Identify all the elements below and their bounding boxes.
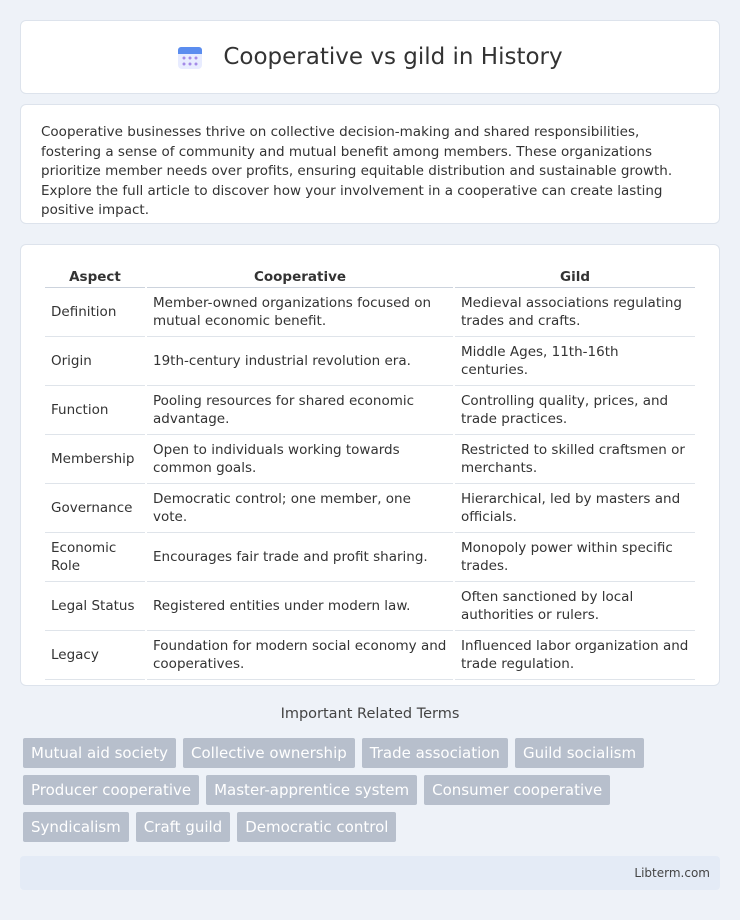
aspect-cell: Economic Role bbox=[45, 533, 145, 582]
comparison-table bbox=[43, 265, 697, 680]
table-row bbox=[45, 484, 695, 533]
table-row bbox=[45, 435, 695, 484]
aspect-cell: Governance bbox=[45, 484, 145, 533]
aspect-cell: Definition bbox=[45, 288, 145, 337]
table-header-row bbox=[45, 265, 695, 288]
table-row bbox=[45, 631, 695, 680]
table-row bbox=[45, 582, 695, 631]
cooperative-cell: Pooling resources for shared economic advantage. bbox=[147, 386, 453, 435]
aspect-cell: Function bbox=[45, 386, 145, 435]
page-title: Cooperative vs gild in History bbox=[223, 44, 563, 70]
related-term-tag[interactable]: Consumer cooperative bbox=[424, 775, 610, 805]
gild-cell: Monopoly power within specific trades. bbox=[455, 533, 695, 582]
related-term-tag[interactable]: Mutual aid society bbox=[23, 738, 176, 768]
cooperative-cell: Foundation for modern social economy and cooperatives. bbox=[147, 631, 453, 680]
related-term-tag[interactable]: Syndicalism bbox=[23, 812, 129, 842]
header-cooperative: Cooperative bbox=[147, 265, 453, 288]
related-term-tag[interactable]: Master-apprentice system bbox=[206, 775, 417, 805]
intro-card bbox=[20, 104, 720, 224]
related-term-tag[interactable]: Democratic control bbox=[237, 812, 396, 842]
related-terms-tags bbox=[23, 738, 713, 849]
aspect-cell: Legal Status bbox=[45, 582, 145, 631]
comparison-table-card bbox=[20, 244, 720, 686]
cooperative-cell: Encourages fair trade and profit sharing. bbox=[147, 533, 453, 582]
related-term-tag[interactable]: Craft guild bbox=[136, 812, 230, 842]
table-row bbox=[45, 288, 695, 337]
gild-cell: Medieval associations regulating trades and crafts. bbox=[455, 288, 695, 337]
gild-cell: Influenced labor organization and trade regulation. bbox=[455, 631, 695, 680]
header-gild: Gild bbox=[455, 265, 695, 288]
aspect-cell: Origin bbox=[45, 337, 145, 386]
intro-text: Cooperative businesses thrive on collective decision-making and shared responsibilities, fostering a sense of community and mutual benefit among members. These organizations prioritize member needs over profits, ensuring equitable distribution and sustainable growth. Explore the full article to discover how your involvement in a cooperative can create lasting positive impact. bbox=[41, 124, 673, 218]
cooperative-cell: Democratic control; one member, one vote. bbox=[147, 484, 453, 533]
related-term-tag[interactable]: Producer cooperative bbox=[23, 775, 199, 805]
gild-cell: Often sanctioned by local authorities or rulers. bbox=[455, 582, 695, 631]
aspect-cell: Membership bbox=[45, 435, 145, 484]
cooperative-cell: Member-owned organizations focused on mutual economic benefit. bbox=[147, 288, 453, 337]
cooperative-cell: 19th-century industrial revolution era. bbox=[147, 337, 453, 386]
aspect-cell: Legacy bbox=[45, 631, 145, 680]
table-row bbox=[45, 533, 695, 582]
footer-link[interactable]: Libterm.com bbox=[634, 866, 710, 880]
related-terms-title: Important Related Terms bbox=[280, 706, 460, 722]
gild-cell: Hierarchical, led by masters and officials. bbox=[455, 484, 695, 533]
table-row bbox=[45, 386, 695, 435]
header-aspect: Aspect bbox=[45, 265, 145, 288]
cooperative-cell: Open to individuals working towards common goals. bbox=[147, 435, 453, 484]
cooperative-cell: Registered entities under modern law. bbox=[147, 582, 453, 631]
footer bbox=[20, 856, 720, 890]
gild-cell: Middle Ages, 11th-16th centuries. bbox=[455, 337, 695, 386]
related-term-tag[interactable]: Collective ownership bbox=[183, 738, 355, 768]
gild-cell: Restricted to skilled craftsmen or merchants. bbox=[455, 435, 695, 484]
related-term-tag[interactable]: Trade association bbox=[362, 738, 508, 768]
table-row bbox=[45, 337, 695, 386]
related-term-tag[interactable]: Guild socialism bbox=[515, 738, 644, 768]
calendar-icon bbox=[177, 44, 203, 70]
header-card bbox=[20, 20, 720, 94]
gild-cell: Controlling quality, prices, and trade practices. bbox=[455, 386, 695, 435]
